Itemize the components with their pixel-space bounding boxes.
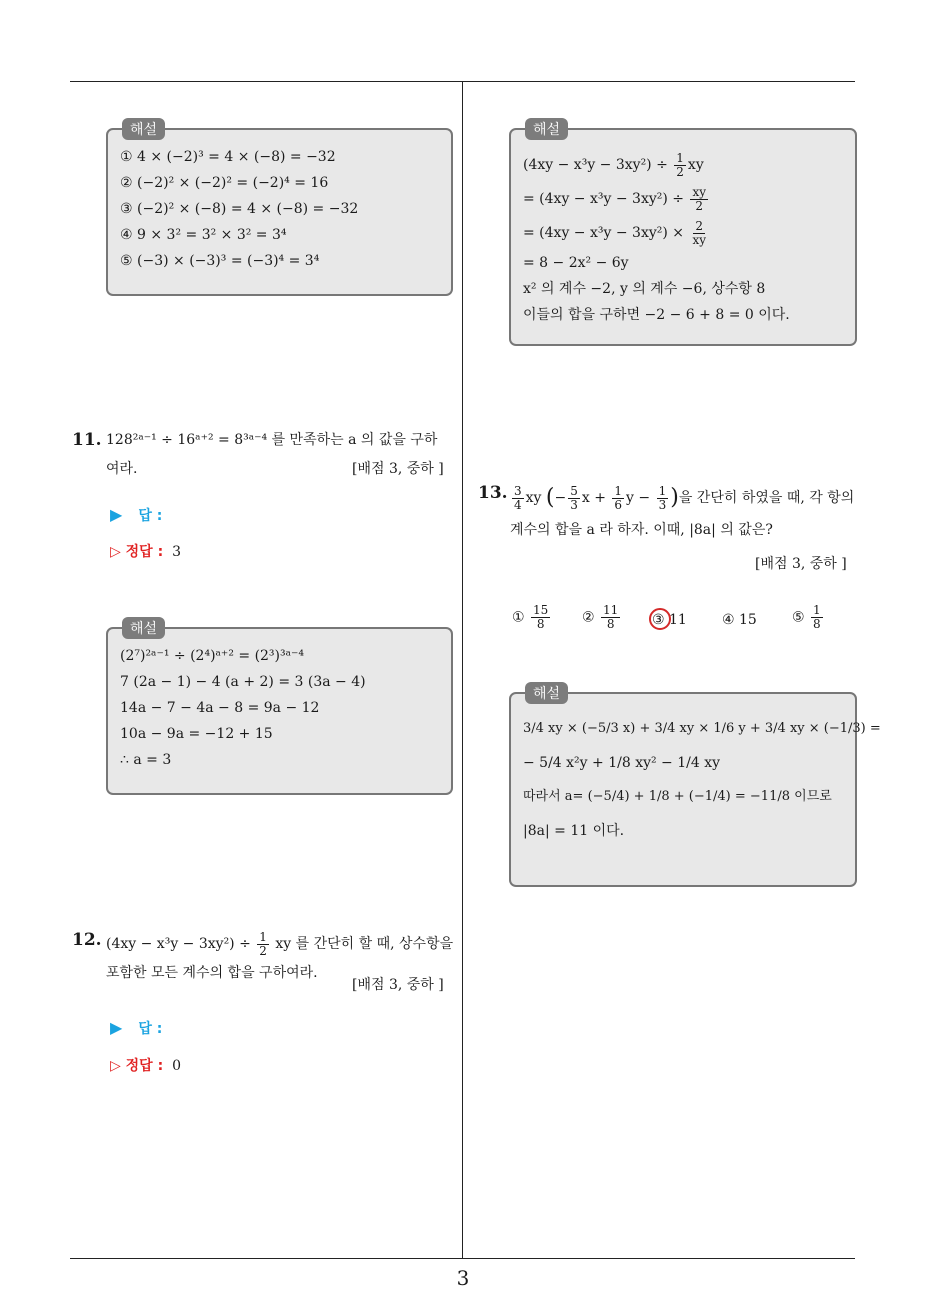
answer-label-text: 답 : (138, 508, 163, 524)
question-text-line: 128²ᵃ⁻¹ ÷ 16ᵃ⁺² = 8³ᵃ⁻⁴ 를 만족하는 a 의 값을 구하 (106, 432, 438, 448)
choice-text: ④ 15 (722, 612, 757, 628)
solution-line: 3/4 xy × (−5/3 x) + 3/4 xy × 1/6 y + 3/4 xy × (−1/3) = (523, 721, 881, 736)
selected-answer-circle (649, 608, 671, 630)
choice-2[interactable] (582, 604, 622, 631)
fraction (612, 485, 624, 512)
solution-line: ∴ a = 3 (120, 752, 172, 768)
correct-answer (110, 1055, 181, 1075)
fraction-denominator: 4 (514, 497, 522, 512)
expression: (4xy − x³y − 3xy²) ÷ (106, 936, 251, 952)
expression: 따라서 a= (523, 789, 584, 804)
question-text-line: $\frac{3}{4}$ xy (− $\frac{5}{3}$ x + $\frac{1}{6}$ y − $\frac{1}{3}$ )을 간단히 하였을 때, 각 항의 (514, 483, 855, 512)
choice-5[interactable] (792, 604, 825, 631)
question-text-line: 여라. (106, 461, 138, 477)
solution-line: 이들의 합을 구하면 −2 − 6 + 8 = 0 이다. (523, 307, 790, 323)
expression: xy (687, 157, 704, 173)
solution-line (523, 780, 843, 814)
expression: y − (626, 490, 651, 506)
play-triangle-icon: ▶ (110, 505, 123, 524)
correct-answer-label: 정답 : (125, 1058, 164, 1074)
solution-line: (2⁷)²ᵃ⁻¹ ÷ (2⁴)ᵃ⁺² = (2³)³ᵃ⁻⁴ (120, 648, 305, 664)
question-text-line (106, 930, 458, 959)
explanation-tag: 해설 (122, 617, 165, 639)
explanation-box-q10 (106, 122, 453, 296)
choice-text: ③ 11 (652, 612, 687, 628)
fraction-numerator: 15 (533, 603, 549, 617)
fraction (257, 931, 269, 958)
choice-mark: ① (512, 609, 525, 626)
expression: x + (581, 490, 606, 506)
outline-triangle-icon: ▷ (110, 544, 121, 560)
column-divider (462, 82, 463, 1258)
answer-label (110, 505, 162, 525)
expression: = (4xy − x³y − 3xy²) ÷ (523, 191, 684, 207)
page-number: 3 (456, 1266, 470, 1290)
fraction-numerator: 2 (695, 218, 704, 233)
solution-line: = 8 − 2x² − 6y (523, 255, 629, 271)
fraction (657, 485, 669, 512)
solution-line: 7 (2a − 1) − 4 (a + 2) = 3 (3a − 4) (120, 674, 366, 690)
fraction (601, 604, 620, 631)
fraction (690, 186, 708, 213)
explanation-tag: 해설 (525, 682, 568, 704)
question-number: 12. (72, 930, 102, 950)
fraction-numerator: 1 (676, 150, 684, 165)
choice-4[interactable] (722, 612, 757, 628)
fraction-numerator: xy (692, 184, 706, 199)
fraction-numerator: 11 (603, 603, 619, 617)
solution-line (523, 182, 843, 216)
fraction (811, 604, 823, 631)
fraction-denominator: 2 (676, 164, 684, 179)
expression: 을 간단히 하였을 때, 각 항의 (678, 490, 855, 506)
solution-line: x² 의 계수 −2, y 의 계수 −6, 상수항 8 (523, 281, 766, 297)
explanation-box-q12 (509, 122, 857, 346)
fraction-denominator: 3 (570, 497, 578, 512)
question-text (510, 480, 860, 545)
answer-label (110, 1018, 162, 1038)
score-label: [배점 3, 중하 ] (755, 556, 847, 572)
fraction-numerator: 3 (514, 483, 522, 498)
right-paren: ) (670, 485, 679, 510)
solution-line: |8a| = 11 이다. (523, 823, 625, 839)
score-label: [배점 3, 중하 ] (352, 977, 444, 993)
fraction-denominator: 8 (536, 617, 545, 631)
question-number: 11. (72, 430, 102, 450)
choice-1[interactable] (512, 604, 552, 631)
solution-line: ② (−2)² × (−2)² = (−2)⁴ = 16 (120, 175, 329, 191)
correct-answer (110, 541, 181, 561)
solution-line: 14a − 7 − 4a − 8 = 9a − 12 (120, 700, 320, 716)
fraction-denominator: 3 (658, 497, 667, 512)
expression: (4xy − x³y − 3xy²) ÷ (523, 157, 668, 173)
solution-line: ① 4 × (−2)³ = 4 × (−8) = −32 (120, 149, 336, 165)
fraction-numerator: 1 (813, 603, 821, 617)
answer-label-text: 답 : (138, 1021, 163, 1037)
choices-row (512, 604, 852, 640)
solution-line: ⑤ (−3) × (−3)³ = (−3)⁴ = 3⁴ (120, 253, 320, 269)
fraction-denominator: 2 (259, 943, 267, 958)
fraction-numerator: 5 (570, 483, 578, 498)
fraction-denominator: 2 (695, 198, 704, 213)
fraction-denominator: xy (692, 232, 706, 247)
question-text-line: 포함한 모든 계수의 합을 구하여라. (106, 965, 318, 981)
play-triangle-icon: ▶ (110, 1018, 123, 1037)
score-label: [배점 3, 중하 ] (352, 461, 444, 477)
explanation-box-q11 (106, 621, 453, 795)
fraction (568, 485, 580, 512)
expression: xy 를 간단히 할 때, 상수항을 (275, 936, 454, 952)
fraction (674, 152, 686, 179)
solution-line (523, 216, 843, 250)
expression: xy (525, 490, 542, 506)
solution-line: 10a − 9a = −12 + 15 (120, 726, 273, 742)
bottom-rule (70, 1258, 855, 1259)
expression: 이므로 (794, 789, 832, 804)
explanation-box-q13 (509, 686, 881, 887)
fraction-numerator: 1 (658, 483, 667, 498)
fraction-denominator: 8 (606, 617, 615, 631)
solution-line (523, 148, 843, 182)
solution-line: − 5/4 x²y + 1/8 xy² − 1/4 xy (523, 755, 721, 771)
fraction-numerator: 1 (259, 929, 267, 944)
fraction-denominator: 6 (614, 497, 623, 512)
solution-line: ④ 9 × 3² = 3² × 3² = 3⁴ (120, 227, 287, 243)
explanation-tag: 해설 (525, 118, 568, 140)
fraction (512, 485, 524, 512)
fraction-denominator: 8 (813, 617, 821, 631)
expression: = (4xy − x³y − 3xy²) × (523, 225, 684, 241)
fraction (531, 604, 550, 631)
fraction-numerator: 1 (614, 483, 623, 498)
choice-mark: ② (582, 609, 595, 626)
correct-answer-value: 0 (172, 1058, 181, 1074)
left-paren: ( (545, 485, 555, 510)
fraction (690, 220, 708, 247)
expression: (−5/4) + 1/8 + (−1/4) = −11/8 (587, 789, 790, 804)
question-number: 13. (478, 483, 508, 503)
correct-answer-value: 3 (172, 544, 181, 560)
choice-mark: ⑤ (792, 609, 805, 626)
correct-answer-label: 정답 : (125, 544, 164, 560)
question-text-line: 계수의 합을 a 라 하자. 이때, |8a| 의 값은? (510, 522, 773, 538)
outline-triangle-icon: ▷ (110, 1058, 121, 1074)
solution-line: ③ (−2)² × (−8) = 4 × (−8) = −32 (120, 201, 359, 217)
explanation-tag: 해설 (122, 118, 165, 140)
